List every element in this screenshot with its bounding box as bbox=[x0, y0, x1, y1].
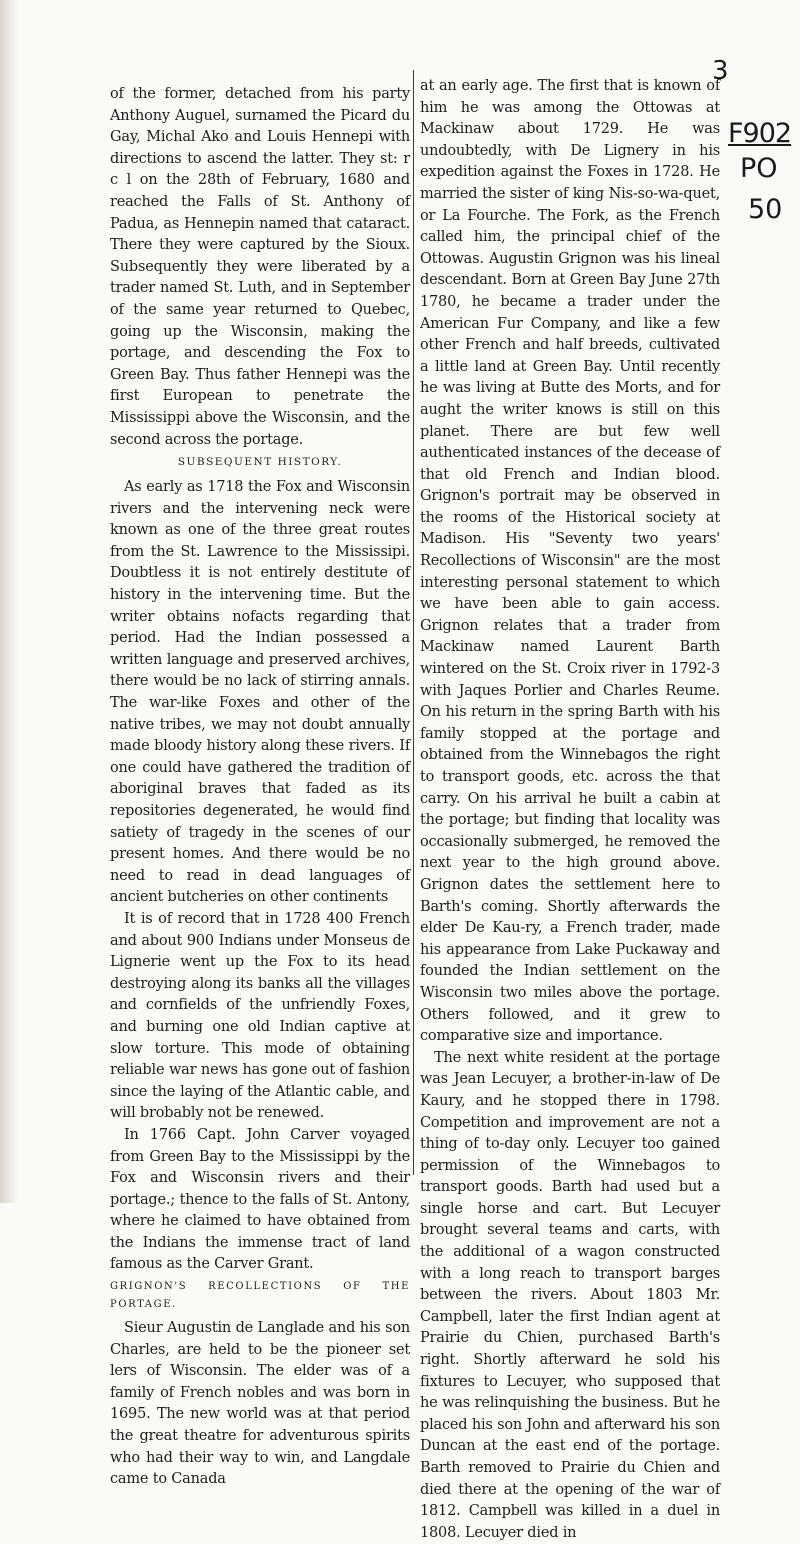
handwritten-code: PO bbox=[740, 153, 778, 184]
section-heading-subsequent-history: SUBSEQUENT HISTORY. bbox=[177, 456, 343, 469]
right-paragraph-2: The next white resident at the portage was Jean Lecuyer, a brother-in-law of De Kaury, and he stopped there in 1798. Competition and improvement are not a thing of to-day only. Lecuyer too gained permission of the Winnebagos to transport goods. Barth had used but a single horse and cart. But Lecuyer brought several teams and carts, with the additional of a wagon constructed with a long reach to transport barges between the rivers. About 1803 Mr. Campbell, later the first Indian agent at Prairie du Chien, purchased Barth's right. Shortly afterward he sold his fixtures to Lecuyer, who supposed that he was relinquishing the business. But he placed his son John and afterward his son Duncan at the east end of the portage. Barth removed to Prairie du Chien and died there at the opening of the war of 1812. Campbell was killed in a duel in 1808. Lecuyer died in bbox=[420, 1049, 720, 1541]
left-paragraph-2: As early as 1718 the Fox and Wisconsin rivers and the intervening neck were known as one of the three great routes from the St. Lawrence to the Mississipi. Doubtless it is not entirely destitute of history in the intervening time. But the writer obtains nofacts regarding that period. Had the Indian possessed a written language and preserved archives, there would be no lack of stirring annals. The war-like Foxes and other of the native tribes, we may not doubt annually made bloody history along these rivers. If one could have gathered the tradition of aboriginal braves that faded as its repositories degenerated, he would find satiety of tragedy in the scenes of our present homes. And there would be no need to read in dead languages of ancient butcheries on other continents bbox=[110, 479, 410, 906]
left-paragraph-5: Sieur Augustin de Langlade and his son Charles, are held to be the pioneer set lers of Wisconsin. The elder was of a family of French nobles and was born in 1695. The new world was at that period the great theatre for adventurous spirits who had their way to win, and Langdale came to Canada bbox=[110, 1320, 410, 1488]
left-column bbox=[110, 84, 410, 1491]
section-heading-grignon: GRIGNON'S RECOLLECTIONS OF THE PORTAGE. bbox=[110, 1281, 410, 1311]
column-divider bbox=[413, 70, 414, 1175]
handwritten-page-number: 3 bbox=[712, 56, 729, 86]
left-paragraph-1: of the former, detached from his party Anthony Auguel, surnamed the Picard du Gay, Michal Ako and Louis Hennepi with directions to ascend the latter. They st: r c l on the 28th of February, 1680 and reached the Falls of St. Anthony of Padua, as Hennepin named that cataract. There they were captured by the Sioux. Subsequently they were liberated by a trader named St. Luth, and in September of the same year returned to Quebec, going up the Wisconsin, making the portage, and descending the Fox to Green Bay. Thus father Hennepi was the first European to penetrate the Mississippi above the Wisconsin, and the second across the portage. bbox=[110, 86, 410, 448]
right-paragraph-1: at an early age. The first that is known of him he was among the Ottowas at Mackinaw about 1729. He was undoubtedly, with De Lignery in his expedition against the Foxes in 1728. He married the sister of king Nis-so-wa-quet, or La Fourche. The Fork, as the French called him, the principal chief of the Ottowas. Augustin Grignon was his lineal descendant. Born at Green Bay June 27th 1780, he became a trader under the American Fur Company, and like a few other French and half breeds, cultivated a little land at Green Bay. Until recently he was living at Butte des Morts, and for aught the writer knows is still on this planet. There are but few well authenticated instances of the decease of that old French and Indian blood. Grignon's portrait may be observed in the rooms of the Historical society at Madison. His "Seventy two years' Recollections of Wisconsin" are the most interesting personal statement to which we have been able to gain access. Grignon relates that a trader from Mackinaw named Laurent Barth wintered on the St. Croix river in 1792-3 with Jaques Porlier and Charles Reume. On his return in the spring Barth with his family stopped at the portage and obtained from the Winnebagos the right to transport goods, etc. across the that carry. On his arrival he built a cabin at the portage; but finding that locality was occasionally submerged, he removed the next year to the high ground above. Grignon dates the settlement here to Barth's coming. Shortly afterwards the elder De Kau-ry, a French trader, made his appearance from Lake Puckaway and founded the Indian settlement on the Wisconsin two miles above the portage. Others followed, and it grew to comparative size and importance. bbox=[420, 78, 720, 1045]
right-column bbox=[420, 76, 720, 1544]
left-paragraph-4: In 1766 Capt. John Carver voyaged from Green Bay to the Mississippi by the Fox and Wisconsin rivers and their portage.; thence to the falls of St. Antony, where he claimed to have obtained from the Indians the immense tract of land famous as the Carver Grant. bbox=[110, 1126, 410, 1273]
scan-edge-shadow bbox=[0, 0, 18, 1203]
left-paragraph-3: It is of record that in 1728 400 French and about 900 Indians under Monseus de Lignerie went up the Fox to its head destroying along its banks all the villages and cornfields of the unfriendly Foxes, and burning one old Indian captive at slow torture. This mode of obtaining reliable war news has gone out of fashion since the laying of the Atlantic cable, and will brobably not be renewed. bbox=[110, 910, 410, 1122]
handwritten-catalog-number: F902 bbox=[728, 118, 792, 149]
handwritten-number: 50 bbox=[748, 194, 783, 225]
